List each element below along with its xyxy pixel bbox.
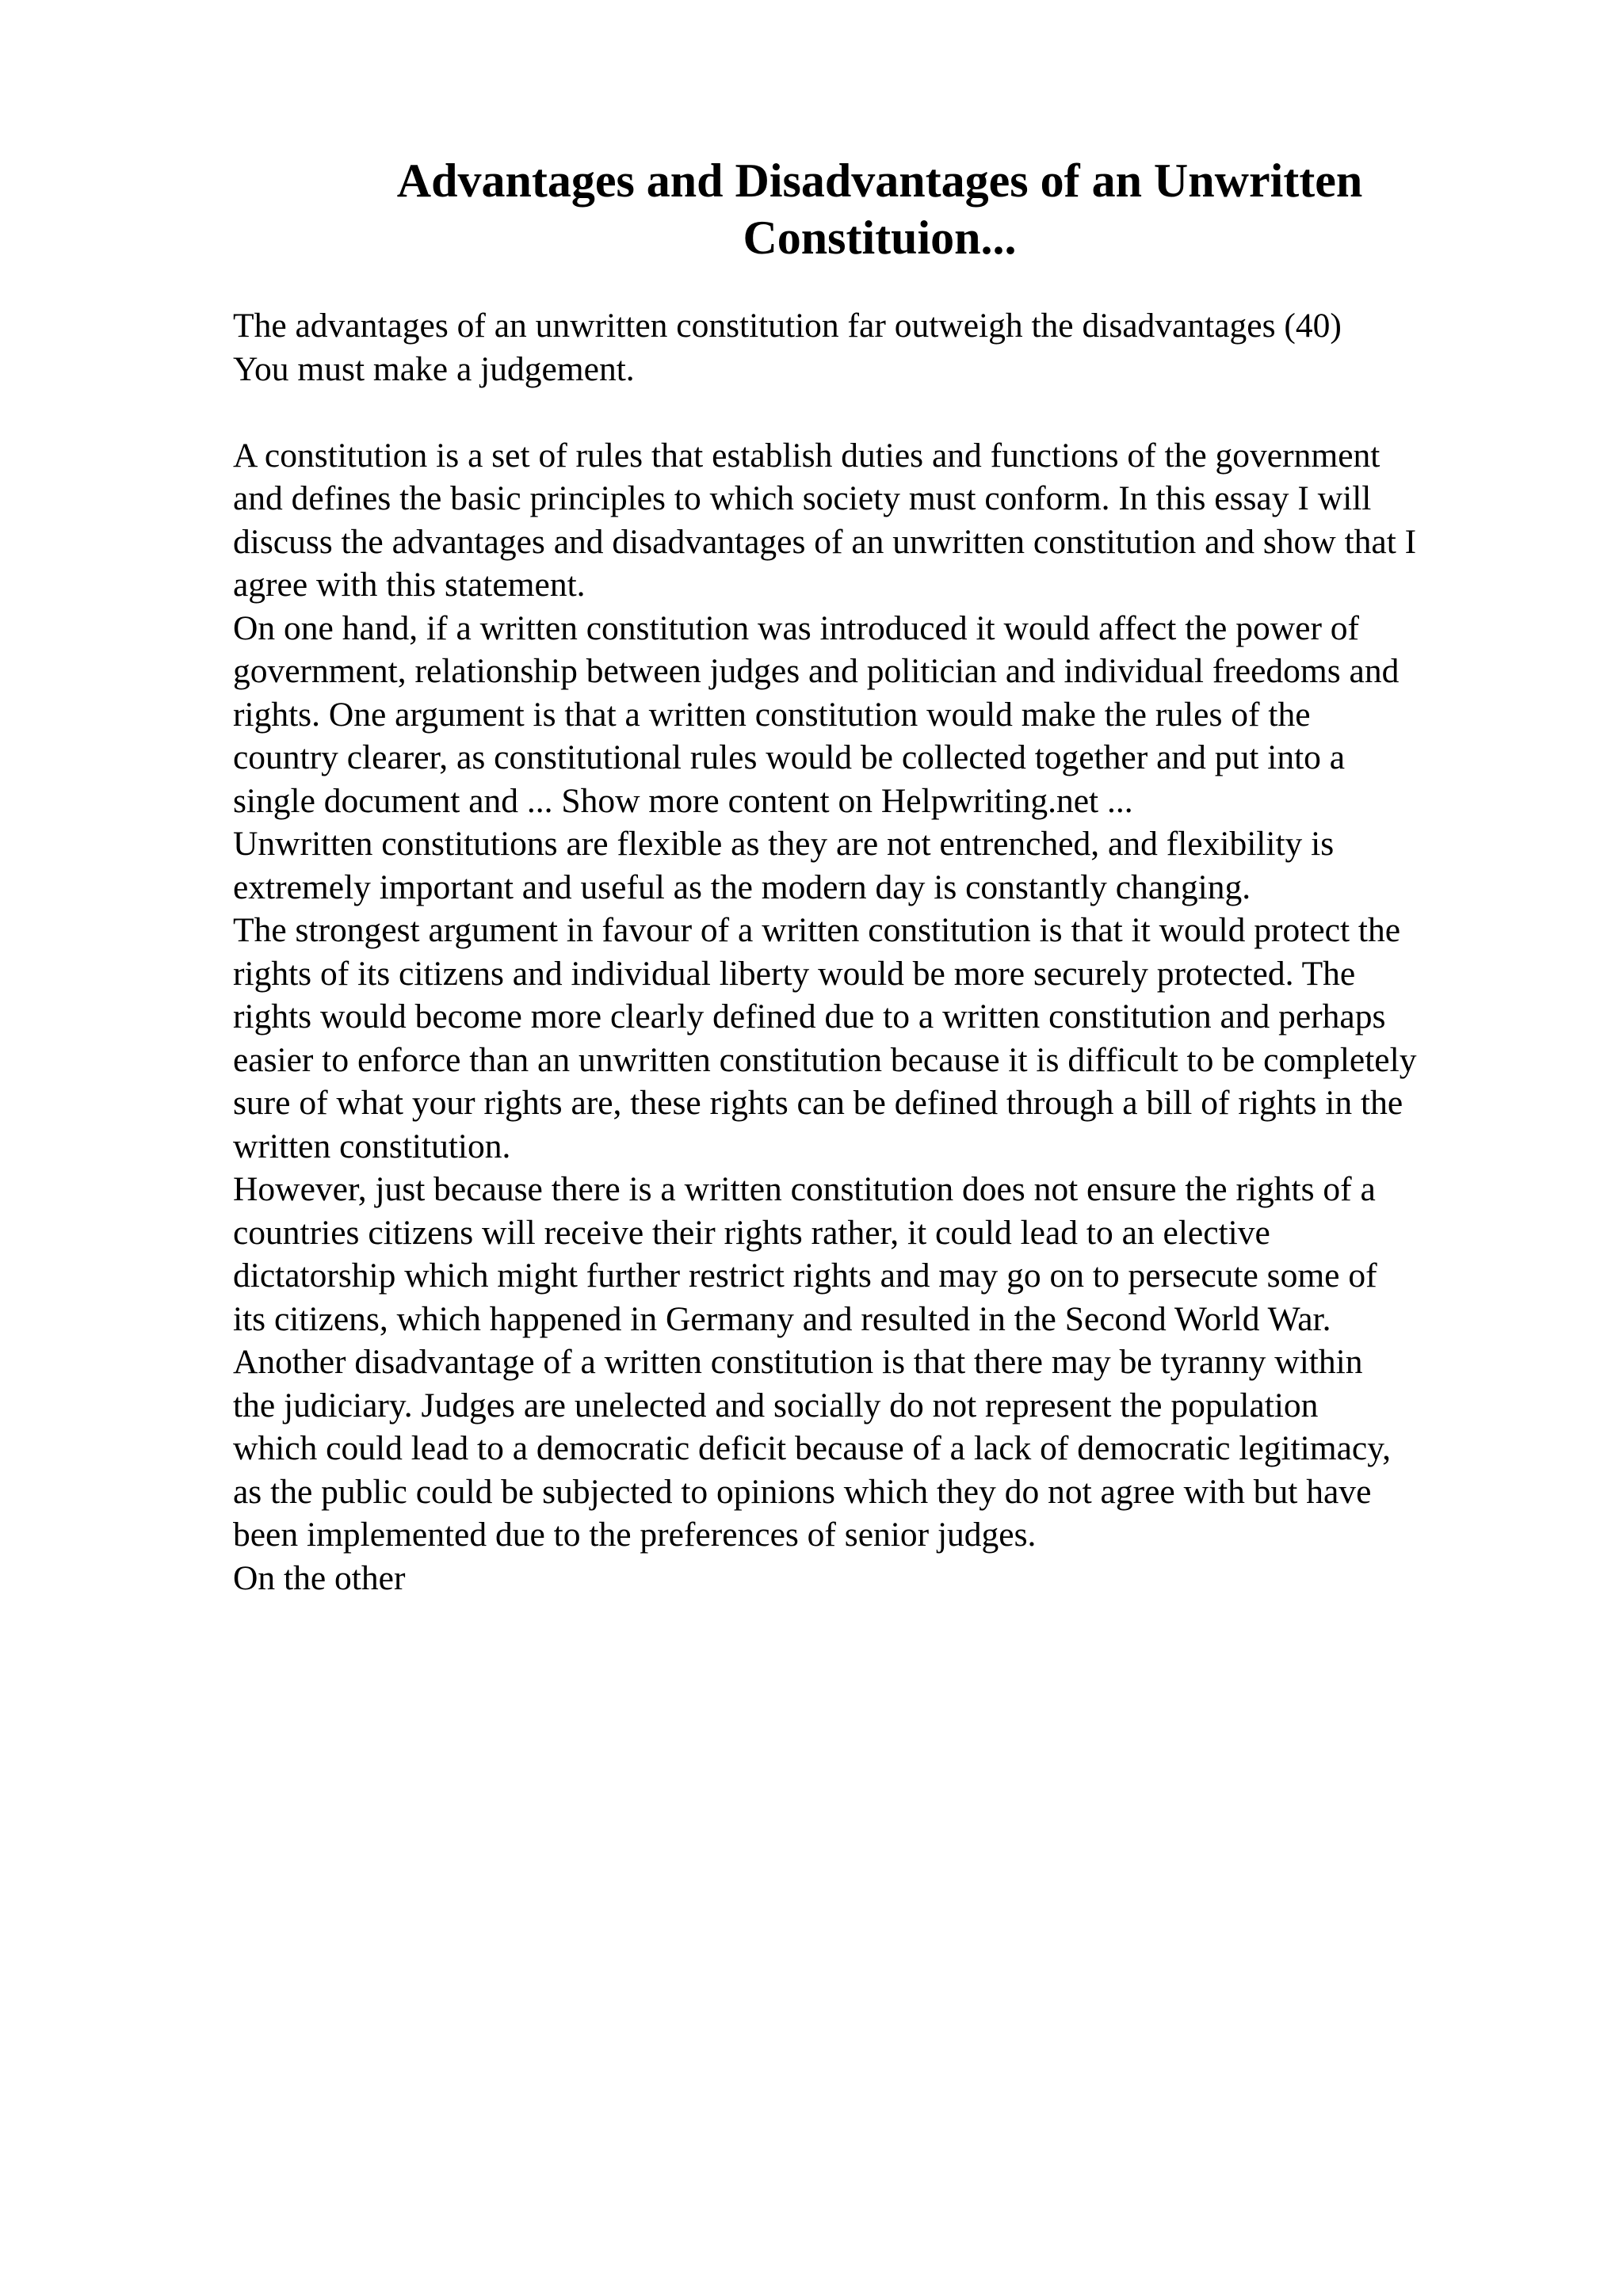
document-body — [233, 304, 1596, 1600]
text-line: government, relationship between judges and politician and individual freedoms and — [233, 652, 1400, 690]
paragraph-gap — [233, 391, 1596, 434]
text-line: Unwritten constitutions are flexible as they are not entrenched, and flexibility is — [233, 825, 1335, 863]
text-line: and defines the basic principles to which society must conform. In this essay I will — [233, 479, 1372, 517]
text-line: However, just because there is a written constitution does not ensure the rights of a — [233, 1170, 1376, 1208]
text-line: discuss the advantages and disadvantages of an unwritten constitution and show that I — [233, 522, 1417, 561]
title-line: Advantages and Disadvantages of an Unwritten — [396, 154, 1363, 207]
text-line: countries citizens will receive their rights rather, it could lead to an elective — [233, 1213, 1270, 1252]
text-line: A constitution is a set of rules that establish duties and functions of the government — [233, 436, 1381, 475]
text-line: The strongest argument in favour of a written constitution is that it would protect the — [233, 911, 1401, 949]
text-line: been implemented due to the preferences of senior judges. — [233, 1516, 1037, 1554]
text-line: country clearer, as constitutional rules would be collected together and put into a — [233, 738, 1346, 776]
text-line: On the other — [233, 1558, 406, 1597]
text-line: sure of what your rights are, these rights can be defined through a bill of rights in the — [233, 1084, 1403, 1122]
text-line: You must make a judgement. — [233, 349, 635, 388]
essay-text — [233, 434, 1596, 1600]
text-line: written constitution. — [233, 1127, 511, 1165]
text-line: single document and ... Show more content on Helpwriting.net ... — [233, 781, 1133, 820]
text-line: The advantages of an unwritten constitution far outweigh the disadvantages (40) — [233, 307, 1342, 345]
text-line: the judiciary. Judges are unelected and socially do not represent the population — [233, 1386, 1319, 1425]
text-line: dictatorship which might further restrict rights and may go on to persecute some of — [233, 1257, 1377, 1295]
document-title — [206, 152, 1553, 266]
text-line: as the public could be subjected to opinions which they do not agree with but have — [233, 1472, 1372, 1511]
text-line: rights would become more clearly defined due to a written constitution and perhaps — [233, 997, 1386, 1035]
text-line: rights of its citizens and individual liberty would be more securely protected. The — [233, 954, 1356, 993]
text-line: easier to enforce than an unwritten constitution because it is difficult to be completely — [233, 1040, 1417, 1079]
text-line: rights. One argument is that a written constitution would make the rules of the — [233, 695, 1311, 734]
intro-block — [233, 304, 1596, 391]
text-line: its citizens, which happened in Germany and resulted in the Second World War. — [233, 1299, 1331, 1338]
text-line: agree with this statement. — [233, 566, 586, 604]
text-line: which could lead to a democratic deficit because of a lack of democratic legitimacy, — [233, 1429, 1392, 1467]
text-line: On one hand, if a written constitution was introduced it would affect the power of — [233, 608, 1360, 647]
title-line: Constituion... — [743, 212, 1017, 264]
text-line: Another disadvantage of a written constitution is that there may be tyranny within — [233, 1343, 1363, 1381]
text-line: extremely important and useful as the modern day is constantly changing. — [233, 868, 1251, 906]
